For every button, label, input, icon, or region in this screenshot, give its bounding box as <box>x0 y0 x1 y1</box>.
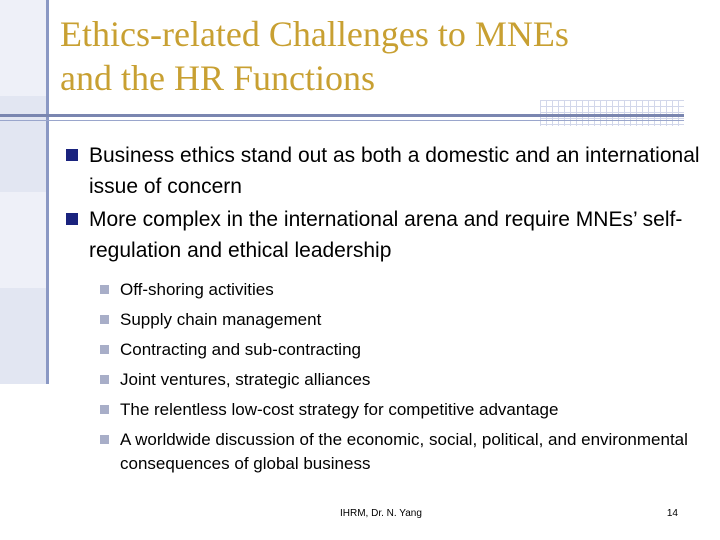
left-stripe <box>0 288 46 384</box>
sub-bullet-item <box>100 428 706 476</box>
small-square-bullet-icon <box>100 435 109 444</box>
sub-bullet-item <box>100 278 706 302</box>
bullet-text: Business ethics stand out as both a domestic and an international issue of concern <box>89 144 700 198</box>
small-square-bullet-icon <box>100 345 109 354</box>
sub-bullet-text: A worldwide discussion of the economic, social, political, and environmental consequences of global business <box>120 430 688 473</box>
square-bullet-icon <box>66 213 78 225</box>
bullet-item <box>66 204 706 266</box>
sub-bullet-item <box>100 338 706 362</box>
title-underline <box>0 114 684 117</box>
sub-bullet-item <box>100 368 706 392</box>
sub-bullet-text: Off-shoring activities <box>120 280 274 299</box>
sub-bullet-item <box>100 308 706 332</box>
sub-bullet-text: The relentless low-cost strategy for competitive advantage <box>120 400 559 419</box>
bullet-text: More complex in the international arena and require MNEs’ self-regulation and ethical leadership <box>89 208 683 262</box>
title-underline-thin <box>0 120 684 121</box>
small-square-bullet-icon <box>100 405 109 414</box>
sub-bullet-text: Supply chain management <box>120 310 322 329</box>
page-number: 14 <box>666 508 678 519</box>
title-line-1: Ethics-related Challenges to MNEs <box>60 14 569 54</box>
sub-bullet-text: Joint ventures, strategic alliances <box>120 370 371 389</box>
title-grid-decoration <box>540 100 684 126</box>
left-accent-line <box>46 0 49 384</box>
footer-text: IHRM, Dr. N. Yang <box>340 508 422 519</box>
sub-bullet-list <box>66 278 706 476</box>
left-stripe <box>0 0 46 96</box>
small-square-bullet-icon <box>100 285 109 294</box>
sub-bullet-item <box>100 398 706 422</box>
bullet-item <box>66 140 706 202</box>
small-square-bullet-icon <box>100 315 109 324</box>
square-bullet-icon <box>66 149 78 161</box>
title-line-2: and the HR Functions <box>60 58 375 98</box>
sub-bullet-text: Contracting and sub-contracting <box>120 340 361 359</box>
left-stripe <box>0 96 46 192</box>
slide-title <box>60 12 700 100</box>
small-square-bullet-icon <box>100 375 109 384</box>
title-block <box>60 12 700 100</box>
left-decorative-bar <box>0 0 46 384</box>
left-stripe <box>0 192 46 288</box>
content-area <box>66 140 706 482</box>
